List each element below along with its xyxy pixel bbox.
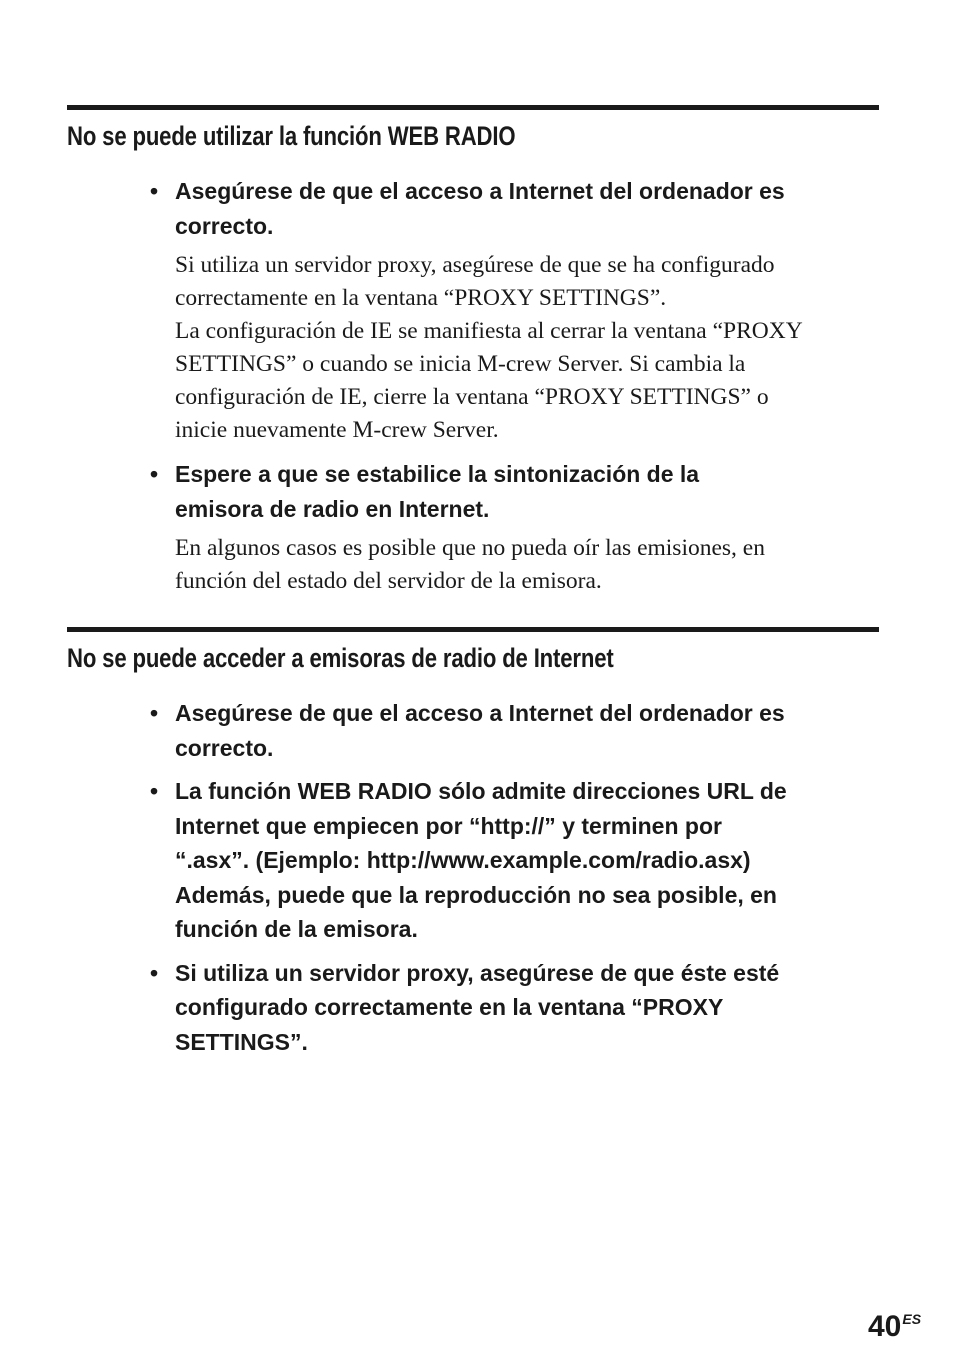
item-title: La función WEB RADIO sólo admite direcciones URL de Internet que empiecen por “http://” y terminen por “.asx”. (Ejemplo: http://www.example.com/radio.asx) Además, puede que la reproducción no sea posible, en función de la emisora. [175, 778, 787, 942]
list-item [67, 956, 879, 1060]
item-list [67, 174, 879, 598]
bullet-icon: • [150, 959, 159, 986]
page-number: $40^{ES}$ [868, 1310, 922, 1343]
section-heading: No se puede acceder a emisoras de radio de Internet [67, 643, 614, 673]
section-web-radio [67, 105, 879, 598]
item-title: Asegúrese de que el acceso a Internet del ordenador es correcto. [175, 700, 785, 761]
bullet-icon: • [150, 461, 159, 487]
bullet-icon: • [150, 178, 159, 204]
section-rule [67, 627, 879, 632]
item-list [67, 696, 879, 1059]
item-title: Si utiliza un servidor proxy, asegúrese de que éste esté configurado correctamente en la ventana “PROXY SETTINGS”. [175, 959, 780, 1055]
section-internet-radio [67, 627, 879, 1059]
page-language-suffix: ES [902, 1311, 922, 1327]
list-item [67, 174, 879, 447]
item-body: Si utiliza un servidor proxy, asegúrese de que se ha configurado correctamente en la ventana “PROXY SETTINGS”. La configuración de IE se manifiesta al cerrar la ventana “PROXY SETTINGS” o cuando se inicia M-crew Server. Si cambia la configuración de IE, cierre la ventana “PROXY SETTINGS” o inicie nuevamente M-crew Server. [175, 252, 803, 443]
item-body: En algunos casos es posible que no pueda oír las emisiones, en función del estado del servidor de la emisora. [175, 535, 765, 594]
list-item [67, 457, 879, 598]
item-title: Asegúrese de que el acceso a Internet del ordenador es correcto. [175, 178, 785, 239]
list-item [67, 774, 879, 947]
item-title: Espere a que se estabilice la sintonización de la emisora de radio en Internet. [175, 461, 700, 522]
bullet-icon: • [150, 778, 159, 804]
section-heading: No se puede utilizar la función WEB RADIO [67, 121, 516, 151]
section-rule [67, 105, 879, 110]
bullet-icon: • [150, 700, 159, 726]
list-item [67, 696, 879, 765]
